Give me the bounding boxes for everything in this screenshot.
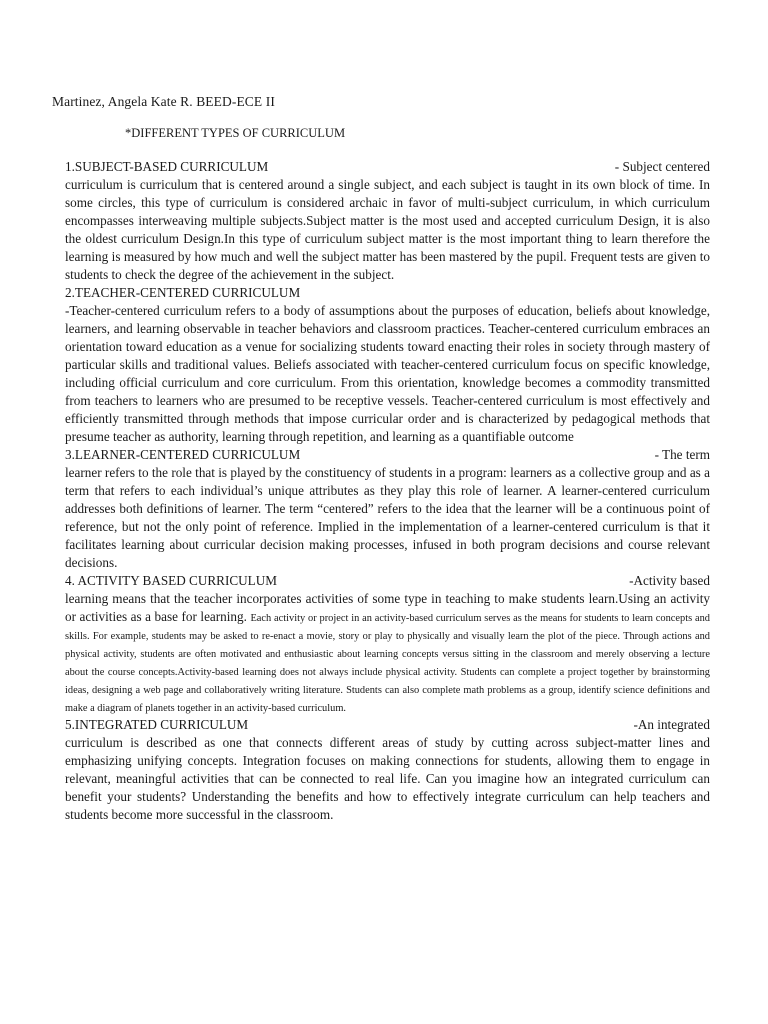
section-3-text: learner refers to the role that is played by the constituency of students in a program: learners as a collective group and as a term that refers to each individual’s unique attributes as they play this role of learner. A learner-centered curriculum addresses both definitions of learner. The term “centered” refers to the idea that the learner will be a continuous point of reference, but not the only point of reference. Implied in the implementation of a learner-centered curriculum is that it facilitates learning about curricular decision making processes, infused in both program decisions and course relevant decisions. [65, 465, 710, 570]
document-body [65, 158, 710, 824]
section-5-lead: -An integrated [633, 717, 710, 732]
section-5-heading: 5.INTEGRATED CURRICULUM [65, 717, 249, 732]
section-4-heading-line [65, 572, 710, 590]
section-5-text: curriculum is described as one that connects different areas of study by cutting across subject-matter lines and emphasizing unifying concepts. Integration focuses on making connections for students, allowing them to engage in relevant, meaningful activities that can be connected to real life. Can you imagine how an integrated curriculum can benefit your students? Understanding the benefits and how to effectively integrate curriculum can help teachers and students become more successful in the classroom. [65, 735, 710, 822]
section-5-heading-line [65, 716, 710, 734]
section-2-heading-line [65, 284, 710, 302]
section-1-text: curriculum is curriculum that is centered around a single subject, and each subject is taught in its own block of time. In some circles, this type of curriculum is considered archaic in favor of multi-subject curriculum, in which curriculum encompasses interweaving multiple subjects.Subject matter is the most used and accepted curriculum Design, it is also the oldest curriculum Design.In this type of curriculum subject matter is the most important thing to learn therefore the learning is measured by how much and well the subject matter has been mastered by the pupil. Frequent tests are given to students to check the degree of the achievement in the subject. [65, 177, 710, 282]
section-1-lead: - Subject centered [614, 159, 710, 174]
section-3-lead: - The term [654, 447, 710, 462]
section-1-heading-line [65, 158, 710, 176]
section-3-heading-line [65, 446, 710, 464]
section-1-heading: 1.SUBJECT-BASED CURRICULUM [65, 159, 269, 174]
section-4-text [65, 590, 710, 716]
document-title: *DIFFERENT TYPES OF CURRICULUM [125, 126, 346, 140]
section-2-text: -Teacher-centered curriculum refers to a body of assumptions about the purposes of education, beliefs about knowledge, learners, and learning observable in teacher behaviors and classroom practices. Teacher-centered curriculum embraces an orientation toward education as a venue for socializing students toward enacting their roles in society through mastery of particular skills and traditional values. Beliefs associated with teacher-centered curriculum focus on specific knowledge, including official curriculum and core curriculum. From this orientation, knowledge becomes a commodity transmitted from teachers to learners who are presumed to be receptive vessels. Teacher-centered curriculum is most effectively and efficiently transmitted through methods that impose curricular order and is characterized by pedagogical methods that presume teacher as authority, learning through repetition, and learning as a quantifiable outcome [65, 303, 710, 444]
section-4-small-text: Each activity or project in an activity-based curriculum serves as the means for students to learn concepts and skills. For example, students may be asked to re-enact a movie, story or play to physically and visually learn the plot of the piece. Through actions and physical activity, students are often motivated and enthusiastic about learning concepts versus sitting in the classroom and merely observing a lecture about the course concepts.Activity-based learning does not always include physical activity. Students can complete a project together by brainstorming ideas, designing a web page and collaboratively writing literature. Students can also complete math problems as a group, identify science definitions and make a diagram of planets together in an activity-based curriculum. [65, 613, 710, 714]
section-4-main-text: learning means that the teacher incorporates activities of some type in teaching to make students learn.Using an activity or activities as a base for learning. [65, 591, 710, 624]
section-4-lead: -Activity based [629, 573, 710, 588]
section-4-heading: 4. ACTIVITY BASED CURRICULUM [65, 573, 277, 588]
section-2-heading: 2.TEACHER-CENTERED CURRICULUM [65, 285, 301, 300]
section-3-heading: 3.LEARNER-CENTERED CURRICULUM [65, 447, 301, 462]
author-header: Martinez, Angela Kate R. BEED-ECE II [52, 94, 275, 109]
